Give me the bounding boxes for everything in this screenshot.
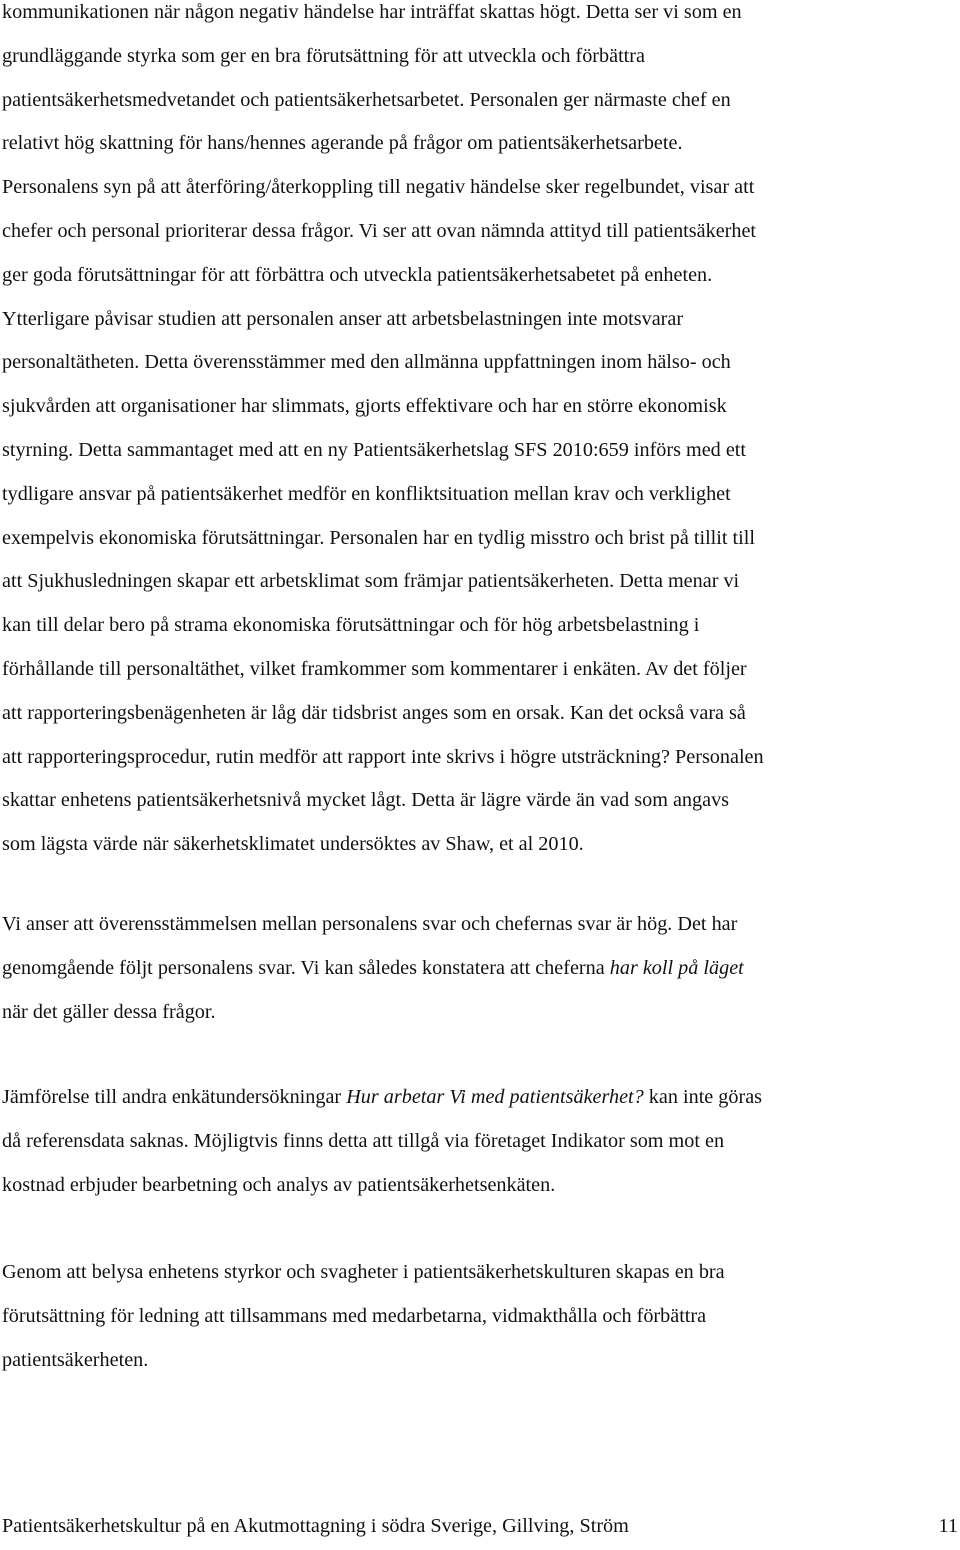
text-line: att rapporteringsprocedur, rutin medför att rapport inte skrivs i högre utsträckning? Personalen (2, 745, 764, 768)
text-line: patientsäkerheten. (2, 1348, 149, 1371)
text-run: Jämförelse till andra enkätundersökningar (2, 1086, 347, 1108)
text-line (2, 1076, 960, 1120)
text-line: skattar enhetens patientsäkerhetsnivå mycket lågt. Detta är lägre värde än vad som angavs (2, 789, 730, 812)
paragraph-agreement (2, 903, 960, 1034)
paragraph-comparison (2, 1076, 960, 1207)
text-line: kostnad erbjuder bearbetning och analys av patientsäkerhetsenkäten. (2, 1173, 556, 1196)
paragraph-conclusion (2, 1251, 960, 1382)
text-line: exempelvis ekonomiska förutsättningar. Personalen har en tydlig misstro och brist på tillit till (2, 526, 755, 549)
page-number: 11 (938, 1515, 958, 1537)
italic-phrase: har koll på läget (609, 956, 744, 979)
text-line: Personalens syn på att återföring/återkoppling till negativ händelse sker regelbundet, visar att (2, 176, 755, 199)
text-line: chefer och personal prioriterar dessa frågor. Vi ser att ovan nämnda attityd till patientsäkerhet (2, 219, 757, 242)
text-line: förhållande till personaltäthet, vilket framkommer som kommentarer i enkäten. Av det följer (2, 657, 747, 680)
text-line (2, 947, 960, 991)
text-line: som lägsta värde när säkerhetsklimatet undersöktes av Shaw, et al 2010. (2, 833, 584, 856)
text-line: Vi anser att överensstämmelsen mellan personalens svar och chefernas svar är hög. Det har (2, 913, 738, 935)
text-line: grundläggande styrka som ger en bra förutsättning för att utveckla och förbättra (2, 44, 645, 67)
text-line: patientsäkerhetsmedvetandet och patientsäkerhetsarbetet. Personalen ger närmaste chef en (2, 88, 731, 111)
text-line: då referensdata saknas. Möjligtvis finns detta att tillgå via företaget Indikator som mot en (2, 1129, 725, 1152)
text-line: förutsättning för ledning att tillsammans med medarbetarna, vidmakthålla och förbättra (2, 1304, 707, 1327)
text-line: styrning. Detta sammantaget med att en ny Patientsäkerhetslag SFS 2010:659 införs med ett (2, 438, 747, 461)
text-line: Genom att belysa enhetens styrkor och svagheter i patientsäkerhetskulturen skapas en bra (2, 1261, 725, 1283)
text-line: sjukvården att organisationer har slimmats, gjorts effektivare och har en större ekonomisk (2, 395, 727, 418)
text-line: relativt hög skattning för hans/hennes agerande på frågor om patientsäkerhetsarbete. (2, 132, 683, 155)
text-run: kan inte göras (643, 1086, 763, 1108)
text-line: ger goda förutsättningar för att förbättra och utveckla patientsäkerhetsabetet på enheten. (2, 263, 713, 286)
text-line: kan till delar bero på strama ekonomiska förutsättningar och för hög arbetsbelastning i (2, 614, 700, 637)
italic-survey-title: Hur arbetar Vi med patientsäkerhet? (346, 1086, 644, 1108)
text-line: att rapporteringsbenägenheten är låg där tidsbrist anges som en orsak. Kan det också vara så (2, 701, 746, 724)
footer-title: Patientsäkerhetskultur på en Akutmottagning i södra Sverige, Gillving, Ström (2, 1515, 629, 1537)
text-line: att Sjukhusledningen skapar ett arbetsklimat som främjar patientsäkerheten. Detta menar vi (2, 570, 740, 593)
text-run: genomgående följt personalens svar. Vi kan således konstatera att cheferna (2, 956, 610, 979)
text-line: kommunikationen när någon negativ händelse har inträffat skattas högt. Detta ser vi som en (2, 1, 742, 23)
text-line: när det gäller dessa frågor. (2, 1000, 216, 1023)
text-line: personaltätheten. Detta överensstämmer med den allmänna uppfattningen inom hälso- och (2, 351, 731, 374)
text-line: tydligare ansvar på patientsäkerhet medför en konfliktsituation mellan krav och verklighet (2, 482, 731, 505)
text-line: Ytterligare påvisar studien att personalen anser att arbetsbelastningen inte motsvarar (2, 307, 684, 330)
paragraph-discussion (2, 0, 960, 867)
